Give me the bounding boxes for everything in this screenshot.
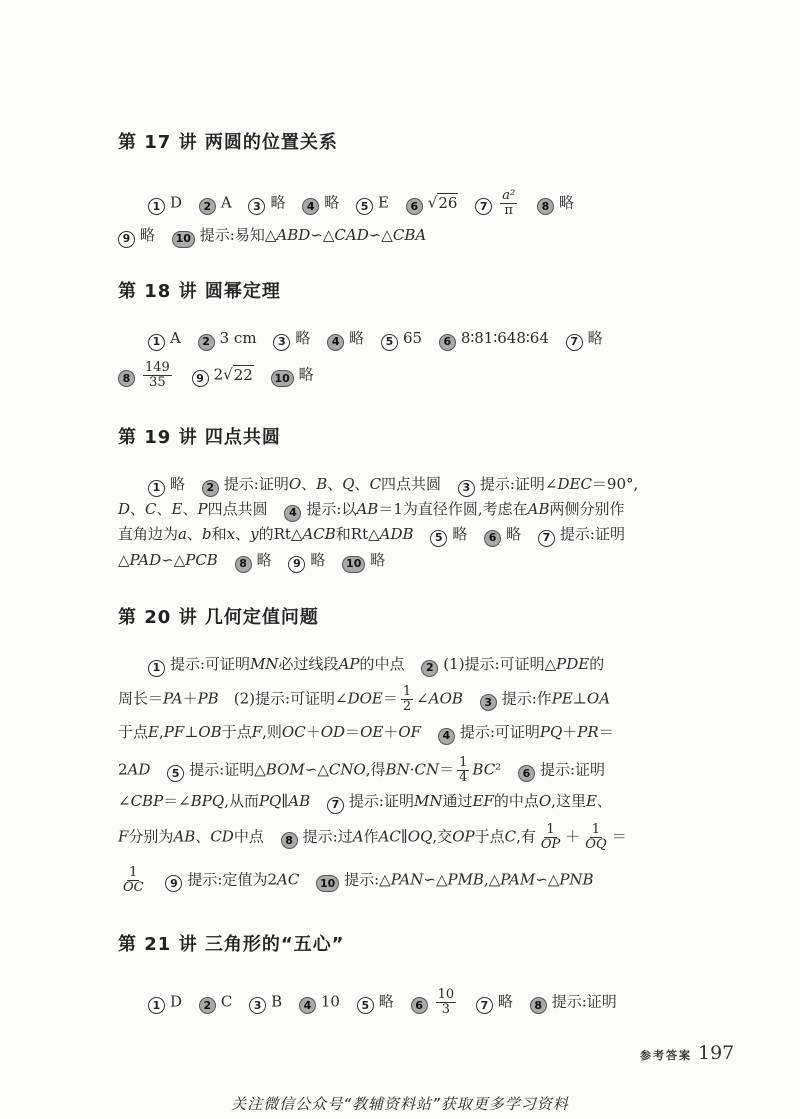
section-title-19: 第 19 讲 四点共圆 bbox=[118, 427, 281, 448]
answers-19-line-3: 直角边为a、b和x、y的Rt△ACB和Rt△ADB 5 略 6 略 7 提示:证明 bbox=[118, 524, 688, 547]
answers-21-line-1: 1 D 2 C 3 B 4 10 5 略 6 $\frac{10}{3}$ 7 略 8 提示:证明 bbox=[148, 988, 688, 1017]
watermark-text: 关注微信公众号“教辅资料站”获取更多学习资料 bbox=[231, 1095, 569, 1113]
answers-19-line-4: △PAD∽△PCB 8 略 9 略 10 略 bbox=[118, 550, 688, 573]
answers-20-line-5: ∠CBP＝∠BPQ,从而PQ∥AB 7 提示:证明MN通过EF的中点O,这里E、 bbox=[118, 791, 688, 814]
section-title-17: 第 17 讲 两圆的位置关系 bbox=[118, 132, 338, 153]
section-title-21: 第 21 讲 三角形的“五心” bbox=[118, 934, 345, 955]
answers-17-line-1: 1 D 2 A 3 略 4 略 5 E 6 √26 7 $\frac{\text{a²}}{\pi}$ 8 略 bbox=[148, 189, 688, 218]
answers-19-line-1: 1 略 2 提示:证明O、B、Q、C四点共圆 3 提示:证明∠DEC＝90°, bbox=[148, 474, 688, 497]
answers-19-line-2: D、C、E、P四点共圆 4 提示:以AB＝1为直径作圆,考虑在AB两侧分别作 bbox=[118, 499, 688, 522]
answers-20-line-6: F分别为AB、CD中点 8 提示:过A作AC∥OQ,交OP于点C,有 $\frac{1}{OP}$ ＋ $\frac{1}{OQ}$ ＝ bbox=[118, 822, 627, 852]
answers-17-line-2: 9 略 10 提示:易知△ABD∽△CAD∽△CBA bbox=[118, 225, 688, 248]
page-number: 197 bbox=[698, 1042, 735, 1064]
footer-label: 参考答案 bbox=[640, 1049, 692, 1062]
section-title-18: 第 18 讲 圆幂定理 bbox=[118, 281, 281, 302]
answers-18-line-2: 8 $\frac{149}{35}$ 9 2√22 10 略 bbox=[118, 361, 688, 390]
answers-20-line-4: 2AD 5 提示:证明△BOM∽△CNO,得BN·CN＝ $\frac{1}{4}$ BC² 6 提示:证明 bbox=[118, 755, 606, 785]
answers-20-line-3: 于点E,PF⊥OB于点F,则OC＋OD＝OE＋OF 4 提示:可证明PQ＋PR＝ bbox=[118, 722, 688, 745]
answers-18-line-1: 1 A 2 3 cm 3 略 4 略 5 65 6 8∶81∶648∶64 7 略 bbox=[148, 328, 688, 351]
answers-20-line-2: 周长＝PA＋PB (2)提示:可证明∠DOE＝ $\frac{1}{2}$ ∠AOB 3 提示:作PE⊥OA bbox=[118, 684, 611, 714]
page-footer bbox=[640, 1042, 734, 1064]
section-title-20: 第 20 讲 几何定值问题 bbox=[118, 607, 319, 628]
answers-20-line-1: 1 提示:可证明MN必过线段AP的中点 2 (1)提示:可证明△PDE的 bbox=[148, 654, 688, 677]
answers-20-line-7: $\frac{1}{OC}$ 9 提示:定值为2AC 10 提示:△PAN∽△PMB,△PAM∽△PNB bbox=[123, 865, 594, 895]
